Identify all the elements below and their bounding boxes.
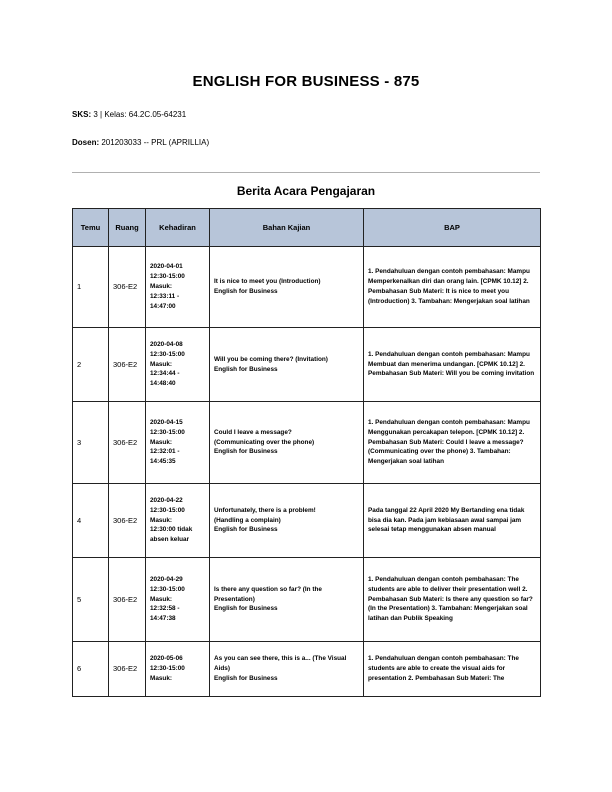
kehadiran-line: 2020-04-22 <box>150 496 183 504</box>
dosen-value: 201203033 -- PRL (APRILLIA) <box>101 138 210 147</box>
kehadiran-line: 12:33:11 - <box>150 292 180 300</box>
bahan-line: English for Business <box>214 605 278 613</box>
sks-value: 3 | Kelas: 64.2C.05-64231 <box>93 110 187 119</box>
bahan-line: English for Business <box>214 674 278 682</box>
table-row <box>73 247 541 328</box>
kehadiran-line: 12:32:01 - <box>150 448 180 456</box>
cell-bap: Pada tanggal 22 April 2020 My Bertanding ena tidak bisa dia kan. Pada jam kebiasaan awal sampai jam selesai tetap menggunakan absen manual <box>364 484 541 558</box>
kehadiran-line: 2020-04-08 <box>150 340 183 348</box>
table-row <box>73 328 541 402</box>
cell-bap: 1. Pendahuluan dengan contoh pembahasan: Mampu Memperkenalkan diri dan orang lain. [CPMK 10.12] 2. Pembahasan Sub Materi: It is nice to meet you (Introduction) 3. Tambahan: Mengerjakan soal latihan <box>364 247 541 328</box>
bahan-line: English for Business <box>214 448 278 456</box>
cell-kehadiran <box>146 558 210 642</box>
cell-kehadiran <box>146 642 210 697</box>
cell-ruang: 306-E2 <box>109 484 146 558</box>
bap-table <box>72 208 541 697</box>
kehadiran-line: 12:30-15:00 <box>150 273 185 281</box>
cell-temu: 5 <box>73 558 109 642</box>
bahan-line: (Handling a complain) <box>214 516 281 524</box>
kehadiran-line: Masuk: <box>150 438 173 446</box>
kehadiran-line: 14:47:00 <box>150 302 176 310</box>
cell-temu: 3 <box>73 402 109 484</box>
table-row <box>73 484 541 558</box>
bahan-line: It is nice to meet you (Introduction) <box>214 278 321 286</box>
kehadiran-line: 12:30-15:00 <box>150 350 185 358</box>
kehadiran-line: 12:30:00 tidak <box>150 526 193 534</box>
cell-temu: 2 <box>73 328 109 402</box>
table-row <box>73 402 541 484</box>
sks-label: SKS: <box>72 110 92 119</box>
bahan-line: Unfortunately, there is a problem! <box>214 506 316 514</box>
bahan-line: (Communicating over the phone) <box>214 438 315 446</box>
cell-bahan-kajian <box>210 642 364 697</box>
bahan-line: As you can see there, this is a... (The Visual Aids) <box>214 655 347 673</box>
cell-kehadiran <box>146 247 210 328</box>
col-header-bahan-kajian: Bahan Kajian <box>210 209 364 247</box>
table-row <box>73 558 541 642</box>
kehadiran-line: Masuk: <box>150 360 173 368</box>
bahan-line: English for Business <box>214 365 278 373</box>
kehadiran-line: 14:48:40 <box>150 380 176 388</box>
cell-temu: 6 <box>73 642 109 697</box>
kehadiran-line: 12:30-15:00 <box>150 428 185 436</box>
kehadiran-line: Masuk: <box>150 595 173 603</box>
col-header-bap: BAP <box>364 209 541 247</box>
bahan-line: Is there any question so far? (In the Presentation) <box>214 585 322 603</box>
kehadiran-line: Masuk: <box>150 674 173 682</box>
cell-bap: 1. Pendahuluan dengan contoh pembahasan: The students are able to create the visual aids for presentation 2. Pembahasan Sub Materi: The <box>364 642 541 697</box>
col-header-ruang: Ruang <box>109 209 146 247</box>
kehadiran-line: 12:30-15:00 <box>150 506 185 514</box>
cell-bap: 1. Pendahuluan dengan contoh pembahasan: The students are able to deliver their presentation well 2. Pembahasan Sub Materi: Is there any question so far? (In the Presentation) 3. Tambahan: Mengerjakan soal latihan dan Publik Speaking <box>364 558 541 642</box>
cell-kehadiran <box>146 484 210 558</box>
cell-ruang: 306-E2 <box>109 402 146 484</box>
kehadiran-line: 14:47:38 <box>150 615 176 623</box>
table-row <box>73 642 541 697</box>
kehadiran-line: 2020-05-06 <box>150 655 183 663</box>
cell-ruang: 306-E2 <box>109 642 146 697</box>
bahan-line: English for Business <box>214 526 278 534</box>
cell-temu: 4 <box>73 484 109 558</box>
bahan-line: Could I leave a message? <box>214 428 292 436</box>
cell-bahan-kajian <box>210 328 364 402</box>
cell-bahan-kajian <box>210 558 364 642</box>
page-title: ENGLISH FOR BUSINESS - 875 <box>192 73 420 90</box>
kehadiran-line: Masuk: <box>150 283 173 291</box>
bahan-line: Will you be coming there? (Invitation) <box>214 355 328 363</box>
cell-bahan-kajian <box>210 247 364 328</box>
kehadiran-line: 2020-04-01 <box>150 263 183 271</box>
col-header-temu: Temu <box>73 209 109 247</box>
kehadiran-line: 12:34:44 - <box>150 370 180 378</box>
cell-ruang: 306-E2 <box>109 558 146 642</box>
cell-kehadiran <box>146 402 210 484</box>
kehadiran-line: 2020-04-15 <box>150 418 183 426</box>
kehadiran-line: 12:30-15:00 <box>150 585 185 593</box>
table-header-row <box>73 209 541 247</box>
kehadiran-line: 14:45:35 <box>150 458 176 466</box>
kehadiran-line: 12:30-15:00 <box>150 665 185 673</box>
section-title: Berita Acara Pengajaran <box>236 184 376 198</box>
cell-ruang: 306-E2 <box>109 328 146 402</box>
col-header-kehadiran: Kehadiran <box>146 209 210 247</box>
cell-bahan-kajian <box>210 484 364 558</box>
kehadiran-line: 12:32:58 - <box>150 605 180 613</box>
bahan-line: English for Business <box>214 288 278 295</box>
section-divider <box>72 172 540 173</box>
cell-bap: 1. Pendahuluan dengan contoh pembahasan: Mampu Membuat dan menerima undangan. [CPMK 10.12] 2. Pembahasan Sub Materi: Will you be coming invitation <box>364 328 541 402</box>
kehadiran-line: 2020-04-29 <box>150 575 183 583</box>
kehadiran-line: absen keluar <box>150 536 190 544</box>
cell-temu: 1 <box>73 247 109 328</box>
kehadiran-line: Masuk: <box>150 516 173 524</box>
cell-bahan-kajian <box>210 402 364 484</box>
dosen-label: Dosen: <box>72 138 100 147</box>
cell-kehadiran <box>146 328 210 402</box>
sks-line <box>72 110 186 119</box>
cell-ruang: 306-E2 <box>109 247 146 328</box>
dosen-line <box>72 138 209 147</box>
cell-bap: 1. Pendahuluan dengan contoh pembahasan: Mampu Menggunakan percakapan telepon. [CPMK 10.12] 2. Pembahasan Sub Materi: Could I leave a message? (Communicating over the phone) 3. Tambahan: Mengerjakan soal latihan <box>364 402 541 484</box>
